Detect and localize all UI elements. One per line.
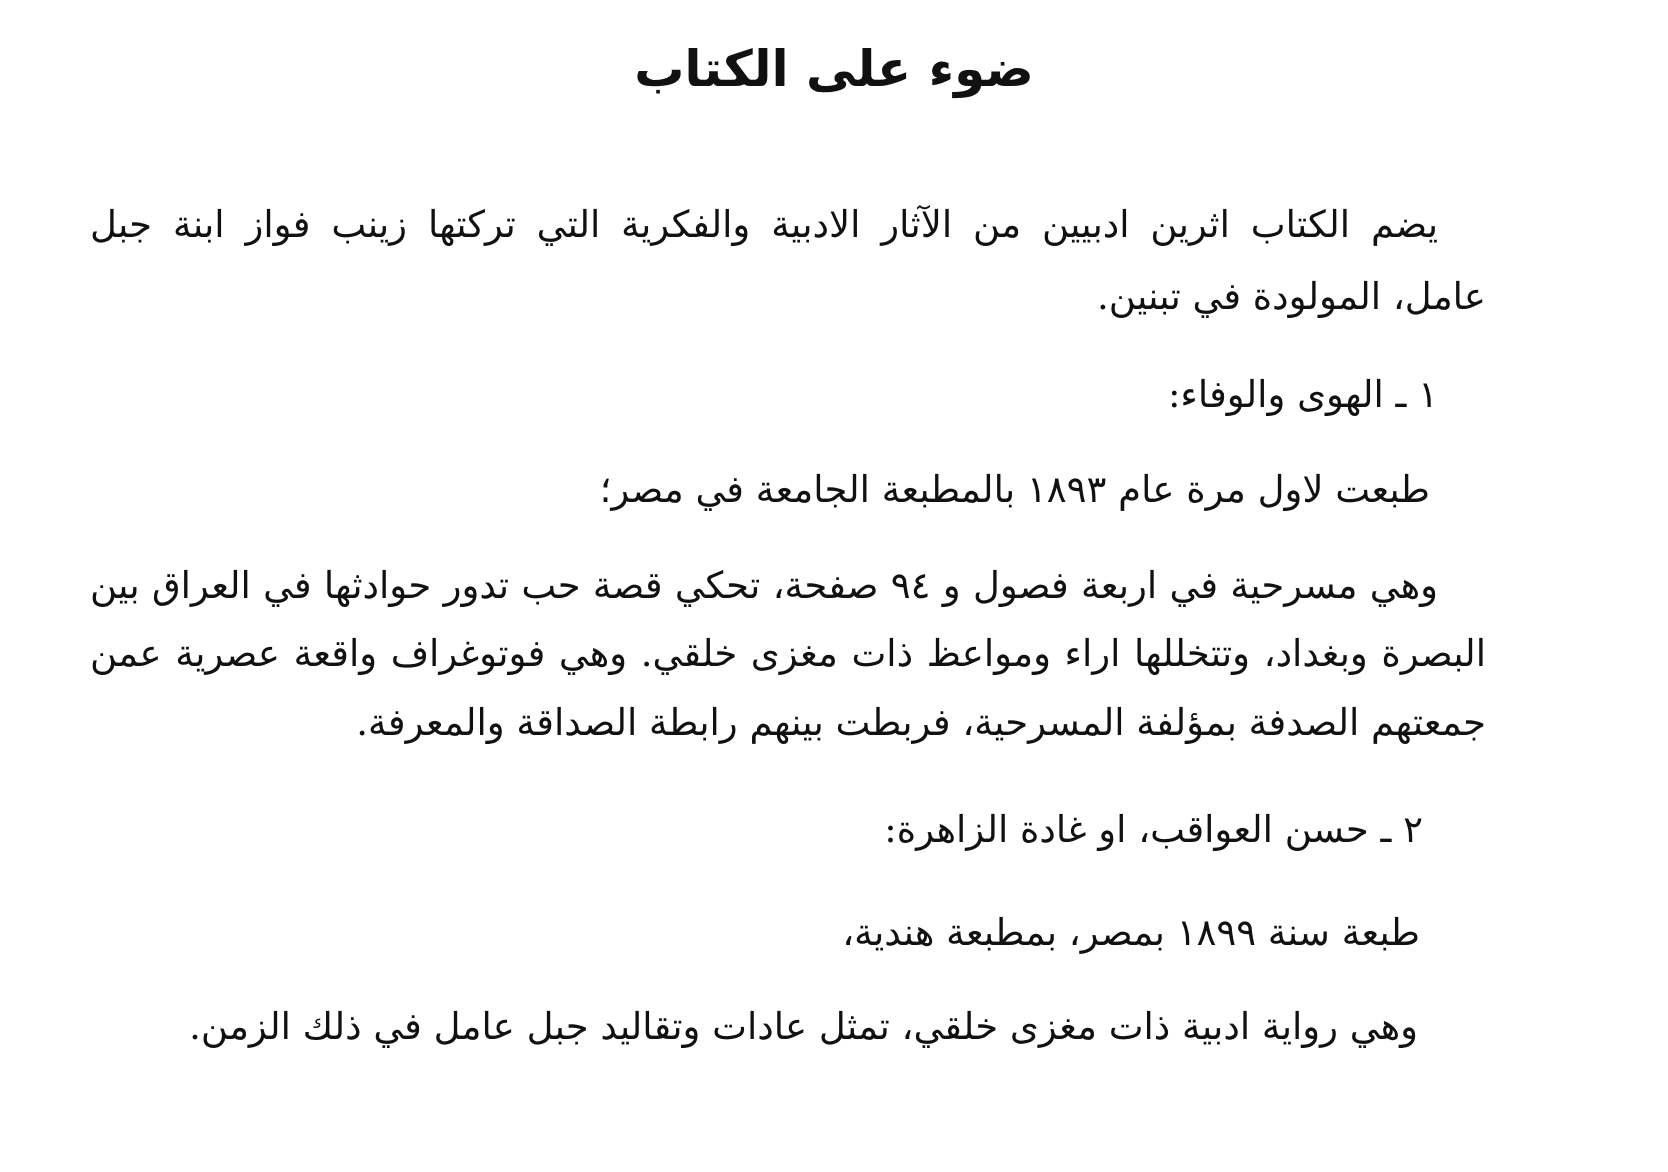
- section-2-print-info: طبعة سنة ١٨٩٩ بمصر، بمطبعة هندية،: [842, 911, 1420, 954]
- section-2-heading: ٢ ـ حسن العواقب، او غادة الزاهرة:: [884, 808, 1423, 851]
- section-1-description-line-2: البصرة وبغداد، وتتخللها اراء ومواعظ ذات مغزى خلقي. وهي فوتوغراف واقعة عصرية عمن: [90, 632, 1486, 675]
- section-1-description-line-1: وهي مسرحية في اربعة فصول و ٩٤ صفحة، تحكي قصة حب تدور حوادثها في العراق بين: [90, 564, 1439, 607]
- section-2-description: وهي رواية ادبية ذات مغزى خلقي، تمثل عادات وتقاليد جبل عامل في ذلك الزمن.: [189, 1005, 1418, 1048]
- section-1-description-line-3: جمعتهم الصدفة بمؤلفة المسرحية، فربطت بينهم رابطة الصداقة والمعرفة.: [356, 701, 1486, 744]
- paragraph-intro-line-2: عامل، المولودة في تبنين.: [1097, 275, 1486, 318]
- page-title: ضوء على الكتاب: [634, 40, 1034, 98]
- section-1-print-info: طبعت لاول مرة عام ١٨٩٣ بالمطبعة الجامعة في مصر؛: [599, 468, 1430, 511]
- paragraph-intro-line-1: يضم الكتاب اثرين ادبيين من الآثار الادبية والفكرية التي تركتها زينب فواز ابنة جبل: [90, 203, 1438, 246]
- section-1-heading: ١ ـ الهوى والوفاء:: [1167, 373, 1438, 416]
